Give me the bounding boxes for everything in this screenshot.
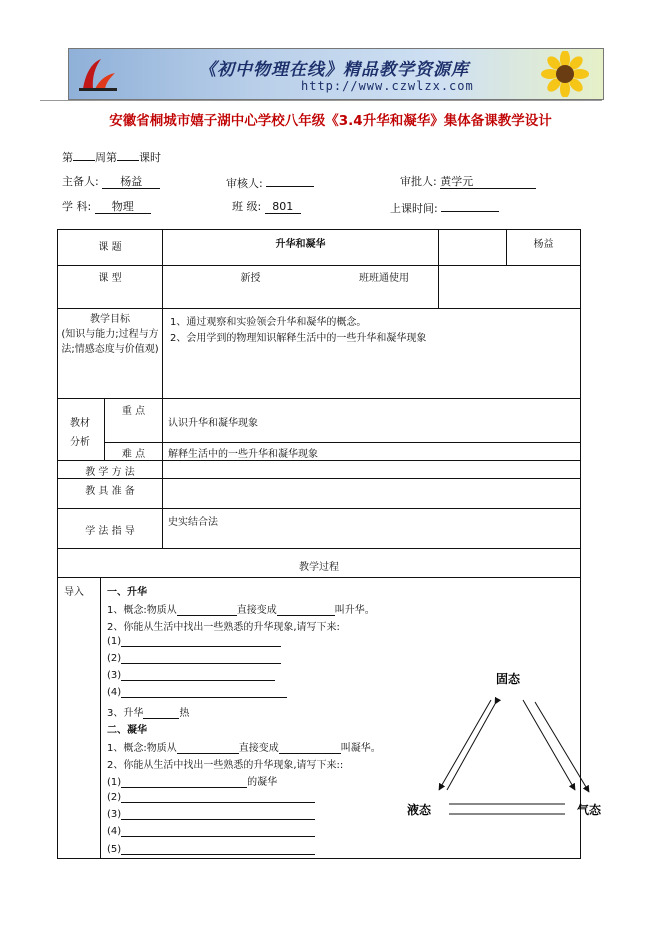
method-label: 教 学 方 法: [85, 467, 135, 478]
type-value: 新授: [240, 273, 261, 284]
state-change-diagram: [395, 666, 610, 826]
type-usage: 班班通使用: [359, 273, 409, 284]
blank-field[interactable]: [277, 604, 335, 616]
answer-line[interactable]: [121, 791, 315, 803]
section-2-item: (4): [107, 825, 315, 837]
section-2-question: 2、你能从生活中找出一些熟悉的升华现象,请写下来::: [107, 760, 344, 771]
process-heading: 教学过程: [299, 562, 339, 573]
subject-value: 物理: [95, 200, 151, 214]
topic-label: 课 题: [98, 242, 122, 253]
reviewer-field: 审核人:: [226, 173, 314, 191]
answer-line[interactable]: [121, 635, 281, 647]
analysis-label-2: 分析: [70, 437, 90, 448]
section-1-concept: 1、概念:物质从 直接变成 叫升华。: [107, 605, 375, 616]
learning-label: 学 法 指 导: [85, 526, 135, 537]
class-field: 班 级: 801: [232, 198, 301, 214]
class-value: 801: [265, 200, 301, 214]
topic-teacher: 杨益: [533, 239, 554, 250]
arrow-solid-to-gas: [523, 700, 575, 790]
arrow-gas-to-solid: [535, 702, 589, 792]
answer-line[interactable]: [121, 808, 315, 820]
section-2-item: (1) 的凝华: [107, 777, 278, 788]
section-1-item: (4): [107, 686, 287, 698]
section-1-item: (1): [107, 635, 281, 647]
answer-line[interactable]: [121, 686, 287, 698]
approver-value: 黄学元: [440, 175, 536, 189]
section-2-concept: 1、概念:物质从 直接变成 叫凝华。: [107, 743, 381, 754]
time-field: 上课时间:: [390, 198, 499, 216]
objective-2: 2、会用学到的物理知识解释生活中的一些升华和凝华现象: [170, 333, 427, 344]
analysis-label-1: 教材: [70, 418, 90, 429]
section-1-item: (2): [107, 652, 281, 664]
blank-field[interactable]: [143, 707, 179, 719]
learning-value: 史实结合法: [168, 517, 218, 528]
section-2-item: (3): [107, 808, 315, 820]
blank-field[interactable]: [279, 742, 341, 754]
section-2-item: (5): [107, 843, 315, 855]
liquid-state-label: 液态: [406, 803, 432, 817]
solid-state-label: 固态: [495, 672, 521, 686]
sunflower-icon: [535, 51, 595, 97]
banner-slogan: 《初中物理在线》精品教学资源库: [199, 60, 469, 80]
difficult-point-value: 解释生活中的一些升华和凝华现象: [168, 449, 318, 460]
key-point-label: 重 点: [121, 406, 146, 417]
section-2-item: (2): [107, 791, 315, 803]
answer-line[interactable]: [121, 843, 315, 855]
preparer-value: 杨益: [102, 175, 160, 189]
answer-line[interactable]: [121, 776, 247, 788]
answer-line[interactable]: [121, 652, 281, 664]
reviewer-value: [266, 173, 314, 187]
blank-field[interactable]: [177, 742, 239, 754]
preparer-field: 主备人: 杨益: [62, 173, 160, 189]
document-title: 安徽省桐城市嬉子湖中心学校八年级《3.4升华和凝华》集体备课教学设计: [109, 113, 552, 129]
arrow-liquid-to-solid: [447, 704, 495, 790]
week-line: 第 周第 课时: [62, 147, 161, 165]
objective-1: 1、通过观察和实验领会升华和凝华的概念。: [170, 317, 367, 328]
intro-label: 导入: [64, 587, 84, 598]
section-2-title: 二、凝华: [107, 725, 147, 736]
section-1-item: (3): [107, 669, 275, 681]
topic-value: 升华和凝华: [275, 239, 326, 250]
site-logo-icon: [75, 55, 119, 93]
section-1-title: 一、升华: [107, 587, 147, 598]
banner-url: http://www.czwlzx.com: [301, 79, 474, 93]
section-1-question: 2、你能从生活中找出一些熟悉的升华现象,请写下来:: [107, 622, 340, 633]
answer-line[interactable]: [121, 825, 315, 837]
gas-state-label: 气态: [576, 803, 602, 817]
difficult-point-label: 难 点: [121, 449, 146, 460]
blank-field[interactable]: [177, 604, 237, 616]
answer-line[interactable]: [121, 669, 275, 681]
tools-label: 教 具 准 备: [85, 486, 135, 497]
approver-field: 审批人: 黄学元: [400, 173, 536, 189]
objective-label: 教学目标 (知识与能力;过程与方法;情感态度与价值观): [61, 314, 159, 355]
subject-field: 学 科: 物理: [62, 198, 151, 214]
key-point-value: 认识升华和凝华现象: [168, 418, 258, 429]
header-banner: [68, 48, 604, 100]
type-label: 课 型: [98, 273, 122, 284]
section-1-heat: 3、升华 热: [107, 708, 190, 719]
banner-divider: [40, 100, 602, 101]
arrow-solid-to-liquid: [439, 700, 491, 790]
time-value: [441, 198, 499, 212]
